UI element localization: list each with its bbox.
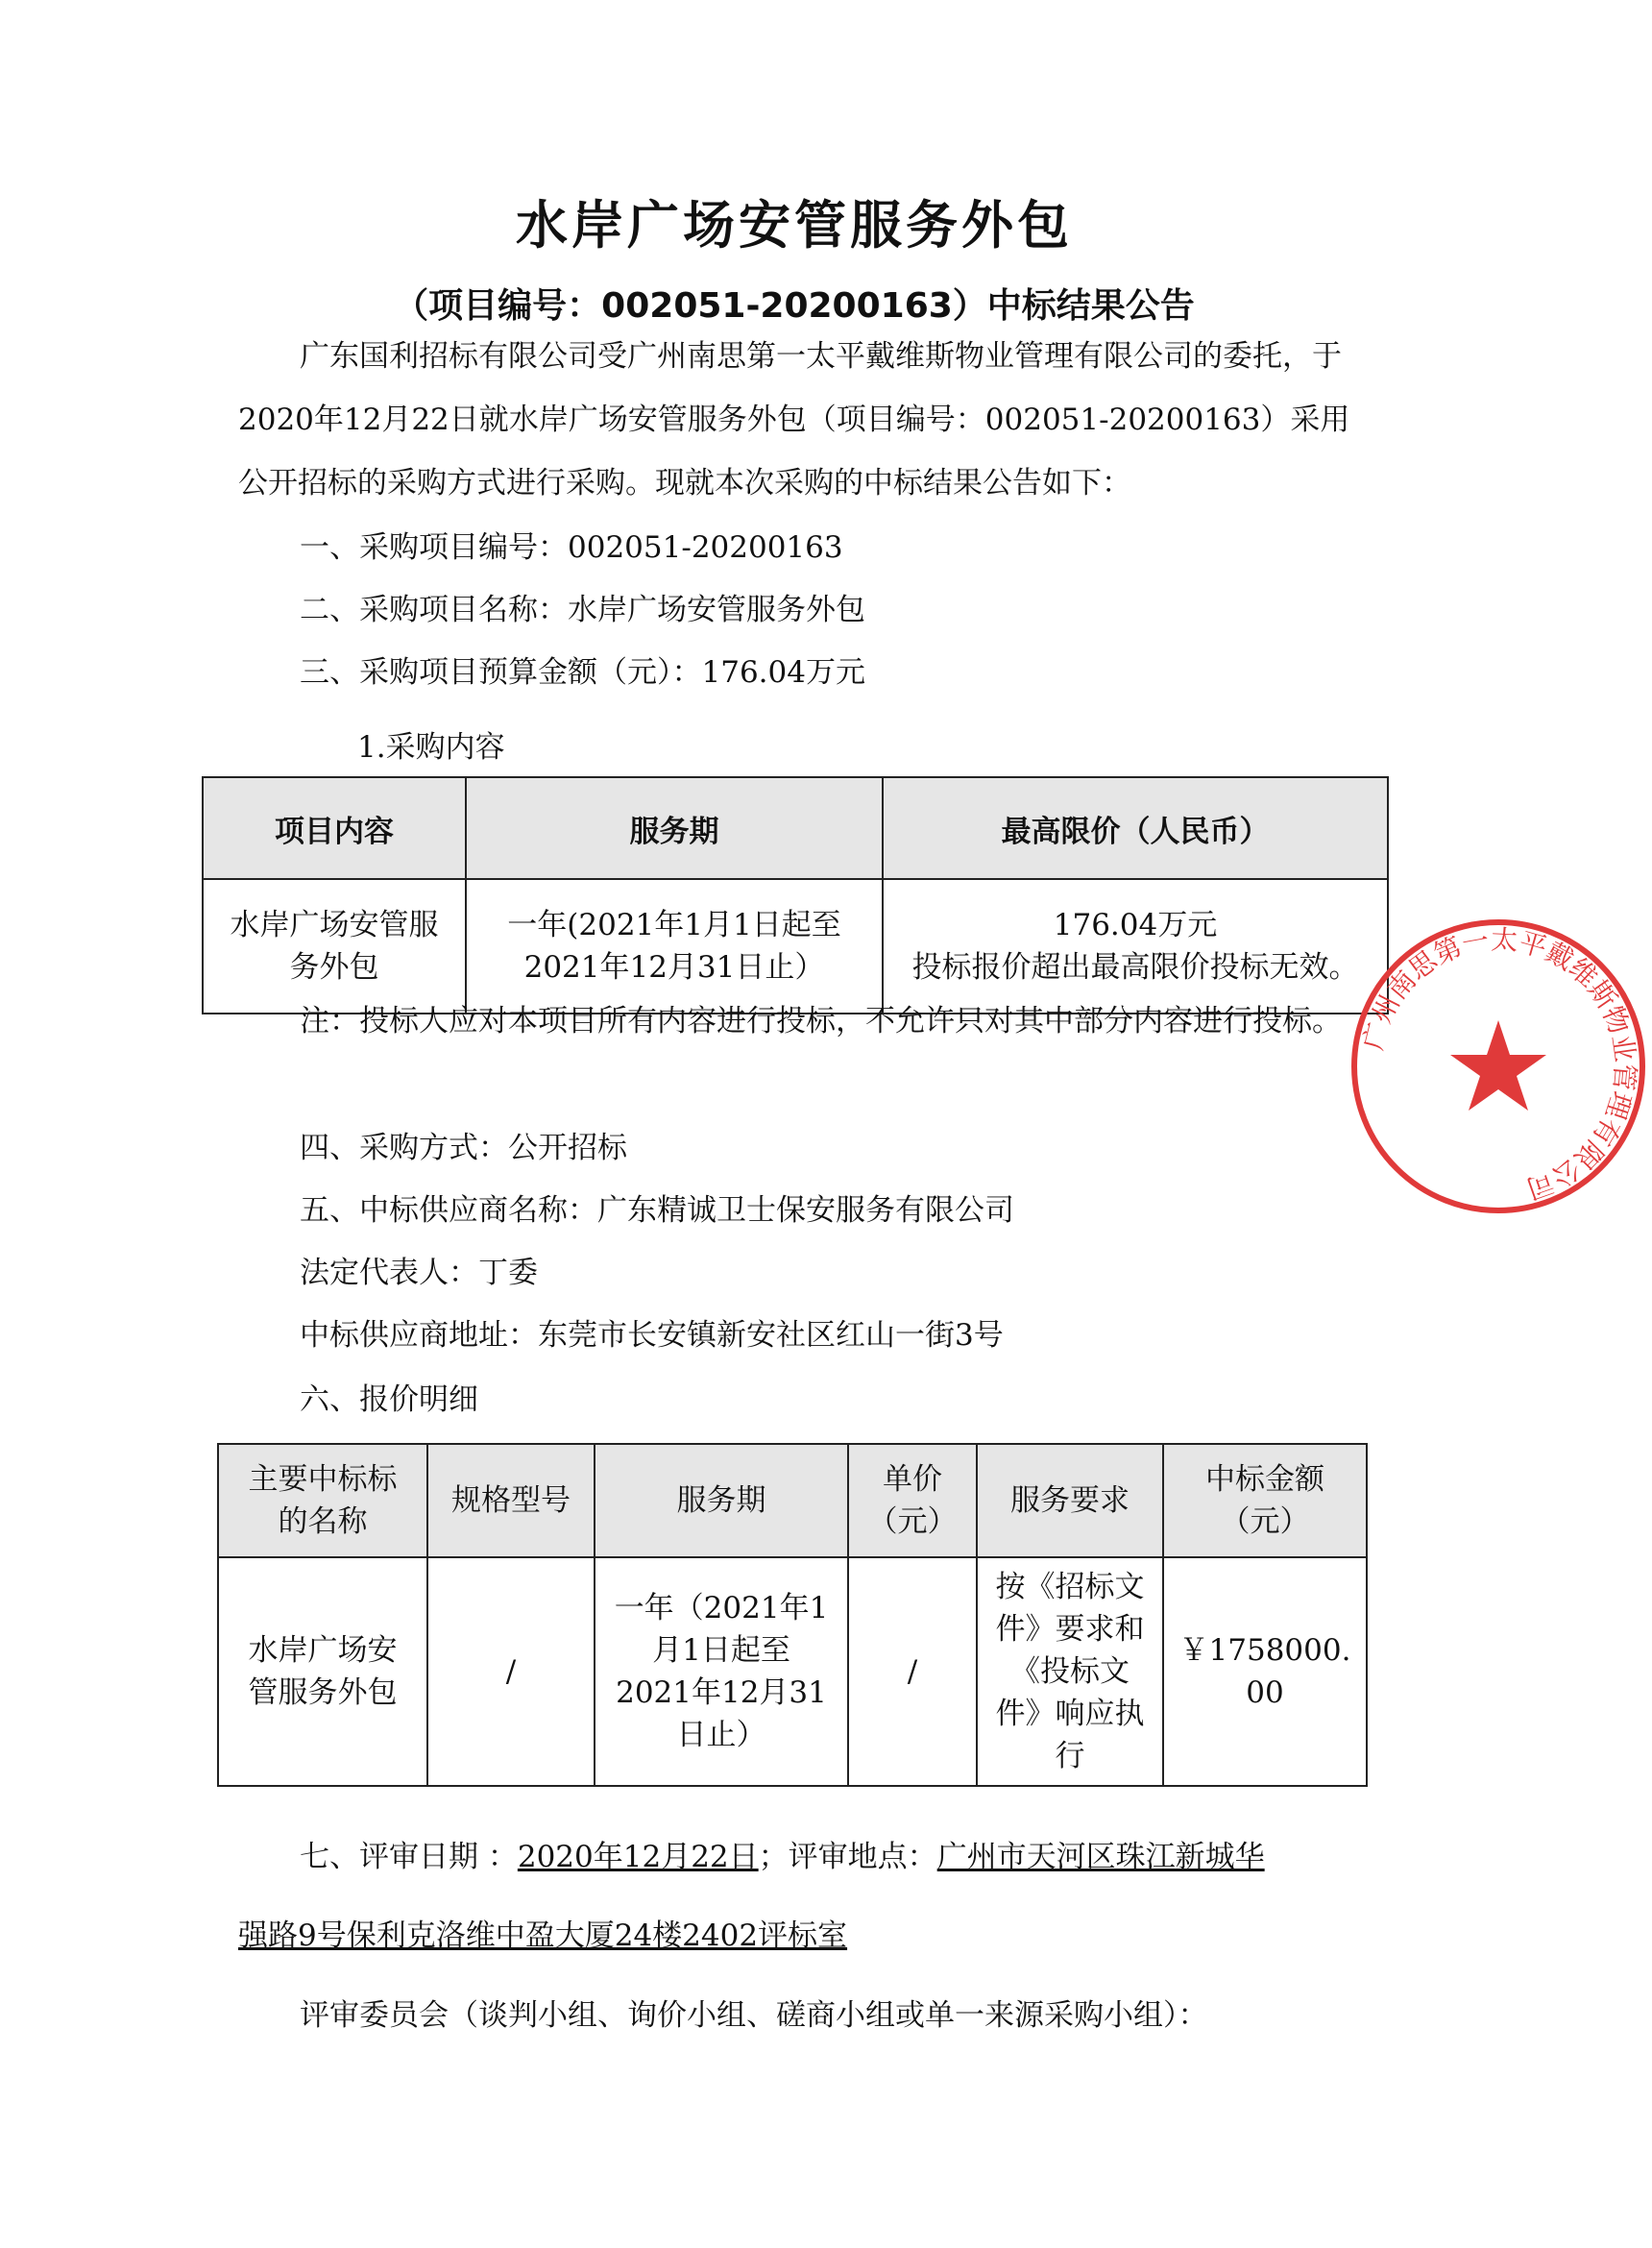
cell-line: 水岸广场安 [248, 1633, 398, 1668]
procurement-method: 四、采购方式：公开招标 [300, 1131, 627, 1165]
procurement-content-table [202, 776, 1389, 1014]
cell-line: 的名称 [278, 1504, 368, 1539]
cell-line: 件》要求和 [995, 1612, 1145, 1647]
project-name: 二、采购项目名称：水岸广场安管服务外包 [300, 593, 865, 627]
cell-line: 《投标文 [1010, 1654, 1130, 1689]
content-heading: 1.采购内容 [357, 730, 505, 765]
cell-line: 176.04万元 [1053, 908, 1218, 942]
review-date: 2020年12月22日 [517, 1840, 759, 1874]
table-header-row [203, 777, 1388, 879]
cell-line: 中标金额 [1205, 1462, 1324, 1497]
cell-item-name [218, 1557, 427, 1786]
cell-service-req [977, 1557, 1163, 1786]
header-max-price: 最高限价（人民币） [883, 777, 1388, 879]
cell-line: 行 [1055, 1739, 1085, 1773]
legal-representative: 法定代表人：丁委 [300, 1256, 538, 1290]
page-subtitle: （项目编号：002051-20200163）中标结果公告 [394, 286, 1195, 326]
cell-line: 月1日起至 [652, 1633, 790, 1668]
review-info-line1 [300, 1838, 1265, 1876]
cell-line: 主要中标标 [248, 1462, 398, 1497]
table-header-row [218, 1444, 1367, 1557]
price-detail-table [217, 1443, 1368, 1787]
price-detail-heading: 六、报价明细 [300, 1382, 478, 1417]
header-item-content: 项目内容 [203, 777, 466, 879]
cell-line: 件》响应执 [995, 1697, 1145, 1731]
cell-period [595, 1557, 848, 1786]
cell-line: 按《招标文 [995, 1570, 1145, 1604]
seal-star [1450, 1020, 1546, 1111]
header-unit-price [848, 1444, 977, 1557]
review-info-line2 [238, 1917, 847, 1955]
cell-line: 管服务外包 [248, 1675, 398, 1710]
cell-line: 日止） [676, 1718, 766, 1752]
header-service-period: 服务期 [466, 777, 883, 879]
cell-line: （元） [867, 1504, 958, 1539]
cell-line: （元） [1220, 1504, 1310, 1539]
cell-unit-price: / [848, 1557, 977, 1786]
note-paragraph: 注：投标人应对本项目所有内容进行投标，不允许只对其中部分内容进行投标。 [300, 1004, 1342, 1038]
cell-line: ￥1758000. [1178, 1633, 1351, 1668]
cell-line: 一年（2021年1 [614, 1591, 829, 1625]
cell-line: 服务期 [676, 1483, 766, 1518]
header-period [595, 1444, 848, 1557]
header-amount [1163, 1444, 1367, 1557]
review-committee: 评审委员会（谈判小组、询价小组、磋商小组或单一来源采购小组）： [300, 1998, 1208, 2033]
header-service-req: 服务要求 [977, 1444, 1163, 1557]
intro-paragraph: 广东国利招标有限公司受广州南思第一太平戴维斯物业管理有限公司的委托，于2020年12月22日就水岸广场安管服务外包（项目编号：002051-20200163）采用公开招标的采购方式进行采购。现就本次采购的中标结果公告如下： [238, 339, 1350, 501]
cell-spec: / [427, 1557, 595, 1786]
winning-supplier: 五、中标供应商名称：广东精诚卫士保安服务有限公司 [300, 1193, 1014, 1228]
cell-line: 2021年12月31 [616, 1675, 827, 1710]
cell-line: 务外包 [289, 950, 379, 985]
supplier-address: 中标供应商地址：东莞市长安镇新安社区红山一街3号 [300, 1318, 1004, 1353]
seal-text-path: 广州南思第一太平戴维斯物业管理有限公司 [1356, 923, 1641, 1206]
company-seal-icon [1345, 913, 1652, 1220]
page-title: 水岸广场安管服务外包 [516, 195, 1073, 256]
cell-line: 投标报价超出最高限价投标无效。 [911, 950, 1359, 985]
review-date-label: 七、评审日期 ： [300, 1840, 518, 1874]
cell-line: 00 [1246, 1675, 1284, 1710]
review-place-continued: 强路9号保利克洛维中盈大厦24楼2402评标室 [238, 1918, 848, 1953]
cell-line: 水岸广场安管服 [230, 908, 439, 942]
table-row [218, 1557, 1367, 1786]
review-place: 广州市天河区珠江新城华 [936, 1840, 1265, 1874]
cell-line: 2021年12月31日止） [523, 950, 825, 985]
review-place-label: ；评审地点： [758, 1840, 937, 1874]
project-number: 一、采购项目编号：002051-20200163 [300, 530, 843, 565]
cell-line: 单价 [883, 1462, 942, 1497]
cell-line: 一年(2021年1月1日起至 [507, 908, 841, 942]
project-budget: 三、采购项目预算金额（元）：176.04万元 [300, 655, 865, 690]
cell-amount [1163, 1557, 1367, 1786]
header-spec: 规格型号 [427, 1444, 595, 1557]
header-item-name [218, 1444, 427, 1557]
